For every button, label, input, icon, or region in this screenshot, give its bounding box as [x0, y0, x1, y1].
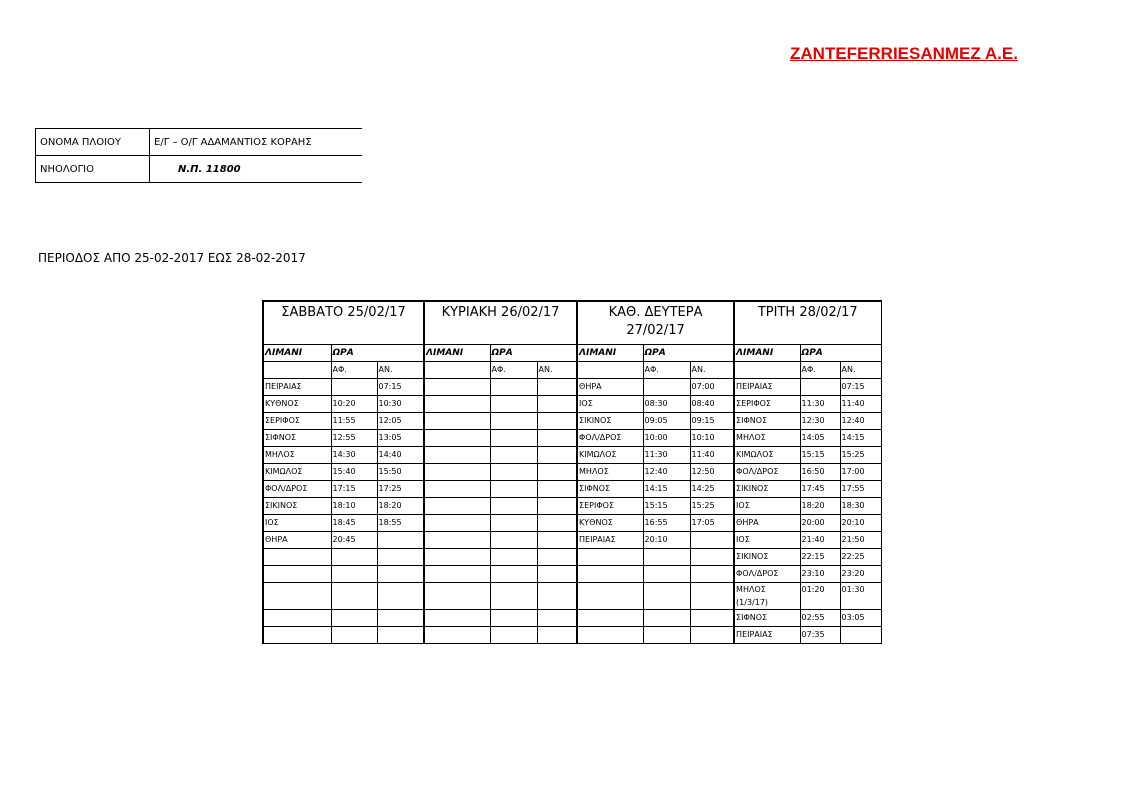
arrival-cell: 10:10 [690, 430, 734, 447]
departure-cell [490, 610, 537, 627]
port-cell: ΣΙΚΙΝΟΣ [734, 549, 800, 566]
port-cell: ΣΙΚΙΝΟΣ [263, 498, 331, 515]
port-cell: ΚΙΜΩΛΟΣ [734, 447, 800, 464]
registry-row [36, 156, 363, 183]
departure-cell [643, 627, 690, 644]
arrival-cell: 17:25 [377, 481, 424, 498]
registry-value: Ν.Π. 11800 [150, 156, 363, 183]
time-header: ΩΡΑ [490, 345, 577, 362]
departure-header: ΑΦ. [800, 362, 840, 379]
port-cell: ΣΙΦΝΟΣ [734, 413, 800, 430]
arrival-cell: 17:55 [840, 481, 881, 498]
port-cell [424, 583, 490, 610]
port-cell [424, 379, 490, 396]
port-cell: ΙΟΣ [734, 532, 800, 549]
departure-cell: 12:55 [331, 430, 377, 447]
arrival-cell [537, 379, 577, 396]
arrival-cell: 17:05 [690, 515, 734, 532]
arrival-cell: 14:25 [690, 481, 734, 498]
departure-cell [490, 532, 537, 549]
day-header: ΚΑΘ. ΔΕΥΤΕΡΑ 27/02/17 [577, 301, 734, 345]
arrival-cell [537, 413, 577, 430]
schedule-row [263, 498, 881, 515]
arrival-cell: 18:55 [377, 515, 424, 532]
arrival-cell [377, 610, 424, 627]
port-cell: ΦΟΛ/ΔΡΟΣ [577, 430, 643, 447]
arrival-header: ΑΝ. [690, 362, 734, 379]
departure-cell: 18:45 [331, 515, 377, 532]
arrival-cell: 07:00 [690, 379, 734, 396]
departure-header: ΑΦ. [331, 362, 377, 379]
port-cell: ΚΙΜΩΛΟΣ [263, 464, 331, 481]
empty-cell [424, 362, 490, 379]
arrival-cell: 13:05 [377, 430, 424, 447]
arrival-cell: 23:20 [840, 566, 881, 583]
departure-cell: 14:05 [800, 430, 840, 447]
port-cell: ΦΟΛ/ΔΡΟΣ [734, 566, 800, 583]
arrival-cell [537, 532, 577, 549]
ship-name-value: Ε/Γ – Ο/Γ ΑΔΑΜΑΝΤΙΟΣ ΚΟΡΑΗΣ [150, 129, 363, 156]
port-cell: ΣΙΚΙΝΟΣ [734, 481, 800, 498]
port-cell [577, 627, 643, 644]
arrival-cell [690, 627, 734, 644]
dep-arr-header-row [263, 362, 881, 379]
arrival-cell: 11:40 [690, 447, 734, 464]
arrival-cell: 14:15 [840, 430, 881, 447]
departure-cell [643, 583, 690, 610]
departure-cell [490, 481, 537, 498]
port-cell: ΠΕΙΡΑΙΑΣ [263, 379, 331, 396]
arrival-cell: 18:20 [377, 498, 424, 515]
empty-cell [577, 362, 643, 379]
departure-header: ΑΦ. [643, 362, 690, 379]
arrival-cell [377, 583, 424, 610]
port-cell [424, 396, 490, 413]
departure-cell [331, 610, 377, 627]
port-time-header-row [263, 345, 881, 362]
port-cell [424, 481, 490, 498]
port-cell [577, 566, 643, 583]
departure-cell: 16:55 [643, 515, 690, 532]
port-cell: ΚΥΘΝΟΣ [577, 515, 643, 532]
departure-cell: 07:35 [800, 627, 840, 644]
departure-cell [490, 379, 537, 396]
empty-cell [263, 362, 331, 379]
departure-cell: 14:30 [331, 447, 377, 464]
port-cell: ΣΕΡΙΦΟΣ [577, 498, 643, 515]
arrival-cell [537, 610, 577, 627]
schedule-row [263, 447, 881, 464]
departure-cell [490, 549, 537, 566]
port-cell [424, 549, 490, 566]
departure-cell [490, 430, 537, 447]
arrival-cell: 12:50 [690, 464, 734, 481]
arrival-cell: 15:50 [377, 464, 424, 481]
departure-cell [490, 396, 537, 413]
departure-cell [490, 627, 537, 644]
arrival-cell: 07:15 [840, 379, 881, 396]
arrival-cell [377, 549, 424, 566]
port-cell: ΚΥΘΝΟΣ [263, 396, 331, 413]
arrival-cell: 01:30 [840, 583, 881, 610]
departure-cell: 15:40 [331, 464, 377, 481]
port-cell [263, 610, 331, 627]
departure-cell: 18:10 [331, 498, 377, 515]
schedule-row [263, 481, 881, 498]
departure-cell [643, 379, 690, 396]
port-cell: ΚΙΜΩΛΟΣ [577, 447, 643, 464]
departure-cell: 11:30 [800, 396, 840, 413]
departure-cell: 16:50 [800, 464, 840, 481]
arrival-header: ΑΝ. [377, 362, 424, 379]
arrival-cell [690, 532, 734, 549]
arrival-cell [377, 627, 424, 644]
port-cell: ΣΙΚΙΝΟΣ [577, 413, 643, 430]
arrival-cell: 21:50 [840, 532, 881, 549]
port-cell [424, 532, 490, 549]
departure-cell: 17:15 [331, 481, 377, 498]
port-cell: ΙΟΣ [263, 515, 331, 532]
port-cell [577, 610, 643, 627]
departure-cell: 10:00 [643, 430, 690, 447]
arrival-cell: 18:30 [840, 498, 881, 515]
schedule-row [263, 396, 881, 413]
day-header-row [263, 301, 881, 345]
port-cell [424, 566, 490, 583]
port-header: ΛΙΜΑΝΙ [577, 345, 643, 362]
port-cell: ΠΕΙΡΑΙΑΣ [734, 379, 800, 396]
port-cell: ΜΗΛΟΣ [734, 430, 800, 447]
departure-cell: 15:15 [800, 447, 840, 464]
arrival-cell [537, 566, 577, 583]
departure-cell [331, 549, 377, 566]
schedule-row [263, 627, 881, 644]
port-cell: ΠΕΙΡΑΙΑΣ [577, 532, 643, 549]
port-cell [424, 464, 490, 481]
arrival-header: ΑΝ. [840, 362, 881, 379]
arrival-cell: 10:30 [377, 396, 424, 413]
port-cell [424, 627, 490, 644]
departure-cell [490, 464, 537, 481]
arrival-cell [690, 610, 734, 627]
departure-cell [490, 498, 537, 515]
arrival-cell: 12:40 [840, 413, 881, 430]
departure-cell: 14:15 [643, 481, 690, 498]
departure-cell: 12:40 [643, 464, 690, 481]
schedule-row [263, 430, 881, 447]
arrival-cell [377, 532, 424, 549]
schedule-row [263, 413, 881, 430]
ship-name-row [36, 129, 363, 156]
port-cell: ΙΟΣ [734, 498, 800, 515]
schedule-row [263, 515, 881, 532]
empty-cell [734, 362, 800, 379]
departure-header: ΑΦ. [490, 362, 537, 379]
arrival-cell: 14:40 [377, 447, 424, 464]
departure-cell: 11:30 [643, 447, 690, 464]
departure-cell: 09:05 [643, 413, 690, 430]
company-name: ZANTEFERRIESANMEZ A.E. [790, 44, 1018, 63]
departure-cell [490, 583, 537, 610]
arrival-cell [690, 583, 734, 610]
arrival-cell: 15:25 [840, 447, 881, 464]
arrival-cell: 07:15 [377, 379, 424, 396]
arrival-cell [690, 549, 734, 566]
port-cell: ΘΗΡΑ [577, 379, 643, 396]
port-cell [577, 549, 643, 566]
port-cell: ΜΗΛΟΣ (1/3/17) [734, 583, 800, 610]
departure-cell [643, 549, 690, 566]
arrival-cell: 03:05 [840, 610, 881, 627]
port-cell [263, 549, 331, 566]
port-cell [263, 583, 331, 610]
departure-cell [490, 413, 537, 430]
departure-cell [643, 566, 690, 583]
departure-cell: 23:10 [800, 566, 840, 583]
departure-cell: 18:20 [800, 498, 840, 515]
schedule-row [263, 464, 881, 481]
arrival-cell [840, 627, 881, 644]
arrival-cell [537, 464, 577, 481]
schedule-table [262, 300, 882, 644]
registry-label: ΝΗΟΛΟΓΙΟ [36, 156, 150, 183]
arrival-cell [537, 515, 577, 532]
schedule-row [263, 549, 881, 566]
time-header: ΩΡΑ [643, 345, 734, 362]
port-cell: ΦΟΛ/ΔΡΟΣ [734, 464, 800, 481]
day-header: ΚΥΡΙΑΚΗ 26/02/17 [424, 301, 577, 345]
port-cell [263, 566, 331, 583]
arrival-cell: 22:25 [840, 549, 881, 566]
port-cell: ΦΟΛ/ΔΡΟΣ [263, 481, 331, 498]
arrival-cell: 17:00 [840, 464, 881, 481]
port-cell: ΣΙΦΝΟΣ [734, 610, 800, 627]
arrival-cell [537, 430, 577, 447]
arrival-cell: 08:40 [690, 396, 734, 413]
arrival-cell: 15:25 [690, 498, 734, 515]
departure-cell [490, 447, 537, 464]
arrival-cell [537, 549, 577, 566]
schedule-row [263, 583, 881, 610]
port-cell: ΙΟΣ [577, 396, 643, 413]
port-cell [424, 447, 490, 464]
port-cell [424, 515, 490, 532]
arrival-cell: 09:15 [690, 413, 734, 430]
arrival-cell [537, 498, 577, 515]
port-cell [577, 583, 643, 610]
arrival-cell [377, 566, 424, 583]
port-cell: ΣΕΡΙΦΟΣ [263, 413, 331, 430]
schedule-row [263, 610, 881, 627]
departure-cell [331, 566, 377, 583]
arrival-header: ΑΝ. [537, 362, 577, 379]
departure-cell: 15:15 [643, 498, 690, 515]
departure-cell: 12:30 [800, 413, 840, 430]
departure-cell: 17:45 [800, 481, 840, 498]
time-header: ΩΡΑ [800, 345, 881, 362]
port-cell: ΘΗΡΑ [734, 515, 800, 532]
port-cell: ΣΕΡΙΦΟΣ [734, 396, 800, 413]
departure-cell: 20:45 [331, 532, 377, 549]
port-cell: ΜΗΛΟΣ [577, 464, 643, 481]
port-cell: ΣΙΦΝΟΣ [577, 481, 643, 498]
departure-cell: 11:55 [331, 413, 377, 430]
arrival-cell [690, 566, 734, 583]
ship-info-table [35, 128, 362, 183]
ship-name-label: ΟΝΟΜΑ ΠΛΟΙΟΥ [36, 129, 150, 156]
port-cell [424, 413, 490, 430]
port-cell: ΘΗΡΑ [263, 532, 331, 549]
port-cell [424, 610, 490, 627]
port-cell [263, 627, 331, 644]
arrival-cell [537, 396, 577, 413]
departure-cell: 08:30 [643, 396, 690, 413]
port-cell: ΜΗΛΟΣ [263, 447, 331, 464]
schedule-row [263, 379, 881, 396]
departure-cell [331, 379, 377, 396]
day-header: ΣΑΒΒΑΤΟ 25/02/17 [263, 301, 424, 345]
departure-cell [800, 379, 840, 396]
departure-cell: 22:15 [800, 549, 840, 566]
time-header: ΩΡΑ [331, 345, 424, 362]
departure-cell: 20:10 [643, 532, 690, 549]
port-cell [424, 498, 490, 515]
port-cell: ΣΙΦΝΟΣ [263, 430, 331, 447]
departure-cell: 21:40 [800, 532, 840, 549]
departure-cell [490, 566, 537, 583]
port-header: ΛΙΜΑΝΙ [263, 345, 331, 362]
arrival-cell [537, 627, 577, 644]
departure-cell: 01:20 [800, 583, 840, 610]
arrival-cell: 20:10 [840, 515, 881, 532]
departure-cell [331, 627, 377, 644]
departure-cell: 02:55 [800, 610, 840, 627]
departure-cell: 10:20 [331, 396, 377, 413]
port-cell [424, 430, 490, 447]
departure-cell: 20:00 [800, 515, 840, 532]
arrival-cell: 12:05 [377, 413, 424, 430]
schedule-row [263, 532, 881, 549]
period-title: ΠΕΡΙΟΔΟΣ ΑΠΟ 25-02-2017 ΕΩΣ 28-02-2017 [38, 251, 306, 265]
schedule-row [263, 566, 881, 583]
arrival-cell [537, 481, 577, 498]
departure-cell [490, 515, 537, 532]
port-header: ΛΙΜΑΝΙ [734, 345, 800, 362]
arrival-cell [537, 583, 577, 610]
arrival-cell: 11:40 [840, 396, 881, 413]
departure-cell [643, 610, 690, 627]
port-cell: ΠΕΙΡΑΙΑΣ [734, 627, 800, 644]
day-header: ΤΡΙΤΗ 28/02/17 [734, 301, 881, 345]
port-header: ΛΙΜΑΝΙ [424, 345, 490, 362]
departure-cell [331, 583, 377, 610]
arrival-cell [537, 447, 577, 464]
